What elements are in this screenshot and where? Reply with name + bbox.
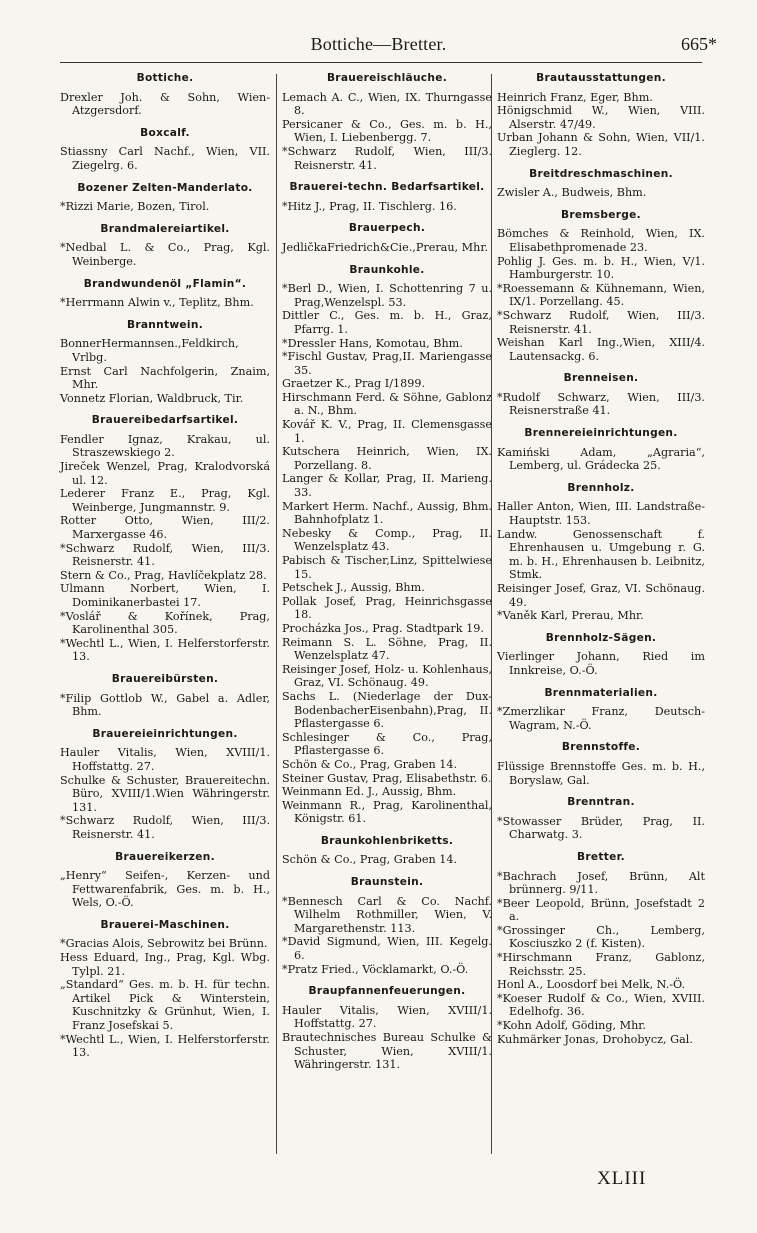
directory-section [497,796,705,842]
directory-section [60,223,270,269]
directory-entry: *Berl D., Wien, I. Schottenring 7 u. Prag,Wenzelspl. 53. [282,282,492,309]
directory-section [60,919,270,1060]
directory-entry: *Hirschmann Franz, Gablonz, Reichsstr. 25. [497,951,705,978]
directory-entry: *Beer Leopold, Brünn, Josefstadt 2 a. [497,896,705,924]
directory-section [497,209,705,364]
directory-section [60,673,270,719]
directory-entry: Jireček Wenzel, Prag, Kralodvorská ul. 12. [60,460,270,487]
section-heading: Braunstein. [350,876,424,889]
directory-section [282,985,492,1072]
section-heading: Braunkohlenbriketts. [320,834,454,847]
section-heading: Brauereibürsten. [111,672,219,685]
directory-entry: *Koeser Rudolf & Co., Wien, XVIII. Edelhofg. 36. [497,991,705,1019]
section-heading: Boxcalf. [140,126,190,139]
directory-section [282,222,492,254]
directory-entry: Weinmann R., Prag, Karolinenthal, Königstr. 61. [282,798,492,826]
directory-entry: Haller Anton, Wien, III. Landstraße-Hauptstr. 153. [497,500,705,528]
directory-entry: *Gracias Alois, Sebrowitz bei Brünn. [60,937,268,951]
section-heading: Brauerei-Maschinen. [100,918,230,931]
directory-entry: Pohlig J. Ges. m. b. H., Wien, V/1. Hamburgerstr. 10. [497,254,705,282]
directory-section [497,632,705,678]
directory-entry: *Schwarz Rudolf, Wien, III/3. Reisnerstr. 41. [60,814,270,841]
section-heading: Branntwein. [126,318,204,331]
directory-section [497,482,705,623]
directory-section [497,687,705,733]
directory-entry: *Schwarz Rudolf, Wien, III/3. Reisnerstr. 41. [497,308,705,336]
directory-entry: „Henry“ Seifen-, Kerzen- und Fettwarenfabrik, Ges. m. b. H., Wels, O.-Ö. [60,869,270,910]
section-heading: Brennholz. [567,481,635,494]
directory-section [497,168,705,200]
directory-entry: Fendler Ignaz, Krakau, ul. Straszewskiego 2. [60,432,270,460]
page-title: Bottiche—Bretter. [310,34,447,54]
directory-entry: Rotter Otto, Wien, III/2. Marxergasse 46. [60,514,270,542]
directory-entry: *Schwarz Rudolf, Wien, III/3. Reisnerstr. 41. [282,144,492,172]
directory-entry: *Wechtl L., Wien, I. Helferstorferstr. 13. [60,1032,270,1060]
directory-entry: Brautechnisches Bureau Schulke & Schuster, Wien, XVIII/1. Währingerstr. 131. [282,1031,492,1072]
directory-entry: Schön & Co., Prag, Graben 14. [282,757,458,771]
section-heading: Brandmalereiartikel. [100,222,230,235]
directory-entry: *Vaněk Karl, Prerau, Mhr. [497,609,644,623]
directory-entry: Honl A., Loosdorf bei Melk, N.-Ö. [497,978,686,992]
directory-entry: *Grossinger Ch., Lemberg, Kosciuszko 2 (f. Kisten). [497,923,705,951]
directory-entry: Hauler Vitalis, Wien, XVIII/1. Hoffstattg. 27. [282,1003,492,1031]
directory-entry: Ernst Carl Nachfolgerin, Znaim, Mhr. [60,364,270,392]
directory-entry: Flüssige Brennstoffe Ges. m. b. H., Boryslaw, Gal. [497,759,705,787]
section-heading: Brauereibedarfsartikel. [91,414,239,427]
directory-entry: *Herrmann Alwin v., Teplitz, Bhm. [60,296,254,310]
directory-section [497,72,705,159]
directory-entry: Langer & Kollar, Prag, II. Marieng. 33. [282,472,492,500]
section-heading: Brandwundenöl „Flamin“. [83,277,247,290]
section-heading: Brautausstattungen. [536,72,666,84]
directory-entry: Heinrich Franz, Eger, Bhm. [497,90,653,104]
directory-section [497,741,705,787]
directory-entry: Pabisch & Tischer,Linz, Spittelwiese 15. [282,554,492,581]
section-heading: Breitdreschmaschinen. [529,167,673,180]
directory-section [60,182,270,214]
section-heading: Brauerei-techn. Bedarfsartikel. [289,181,485,194]
directory-section [282,835,492,867]
directory-entry: *Rudolf Schwarz, Wien, III/3. Reisnerstraße 41. [497,390,705,418]
section-heading: Brennstoffe. [561,741,641,754]
directory-entry: *Schwarz Rudolf, Wien, III/3. Reisnerstr. 41. [60,541,270,569]
directory-entry: Weinmann Ed. J., Aussig, Bhm. [282,785,457,799]
directory-entry: *Hitz J., Prag, II. Tischlerg. 16. [282,199,457,213]
section-heading: Brenntran. [567,796,635,809]
section-heading: Bretter. [577,850,625,863]
directory-section [60,278,270,310]
directory-entry: Markert Herm. Nachf., Aussig, Bhm. Bahnhofplatz 1. [282,499,492,527]
page-number: 665* [681,34,717,54]
directory-entry: Hauler Vitalis, Wien, XVIII/1. Hoffstattg. 27. [60,746,270,773]
section-heading: Brennereieinrichtungen. [524,427,678,440]
directory-entry: Pollak Josef, Prag, Heinrichsgasse 18. [282,594,492,622]
directory-entry: Stern & Co., Prag, Havlíčekplatz 28. [60,568,267,582]
roman-page-numeral: XLIII [597,1168,647,1189]
section-heading: Brauereischläuche. [326,72,448,84]
directory-section [60,72,270,118]
directory-entry: Hess Eduard, Ing., Prag, Kgl. Wbg. Tylpl. 21. [60,951,270,978]
directory-entry: Lederer Franz E., Prag, Kgl. Weinberge, Jungmannstr. 9. [60,487,270,514]
directory-section [497,851,705,1046]
header-rule [60,62,702,63]
directory-section [282,264,492,826]
directory-entry: Schön & Co., Prag, Graben 14. [282,853,458,867]
directory-entry: Zwisler A., Budweis, Bhm. [497,186,647,200]
section-heading: Brennmaterialien. [544,686,658,699]
directory-entry: BonnerHermannsen.,Feldkirch, Vrlbg. [60,337,239,364]
directory-column-middle [282,72,492,1072]
directory-entry: Weishan Karl Ing.,Wien, XIII/4. Lautensackg. 6. [497,336,705,363]
directory-entry: Drexler Joh. & Sohn, Wien-Atzgersdorf. [60,90,270,118]
directory-entry: Vonnetz Florian, Waldbruck, Tir. [60,391,244,405]
directory-entry: Kovář K. V., Prag, II. Clemensgasse 1. [282,418,492,445]
directory-entry: Hönigschmid W., Wien, VIII. Alserstr. 47/49. [497,104,705,131]
directory-entry: *Bachrach Josef, Brünn, Alt brünnerg. 9/11. [497,869,705,897]
directory-entry: „Standard“ Ges. m. b. H. für techn. Artikel Pick & Winterstein, Kuschnitzky & Grünhut, Wien, I. Franz Josefskai 5. [60,978,270,1033]
directory-entry: Ulmann Norbert, Wien, I. Dominikanerbastei 17. [60,582,270,609]
directory-entry: *Rizzi Marie, Bozen, Tirol. [60,200,210,214]
directory-entry: JedličkaFriedrich&Cie.,Prerau, Mhr. [282,240,489,254]
column-divider [276,74,277,1154]
section-heading: Brennholz-Sägen. [545,631,657,644]
directory-section [282,181,492,213]
directory-section [282,72,492,172]
directory-entry: Bömches & Reinhold, Wien, IX. Elisabethpromenade 23. [497,227,705,254]
directory-entry: Kuhmärker Jonas, Drohobycz, Gal. [497,1032,693,1046]
directory-section [60,728,270,842]
directory-entry: Vierlinger Johann, Ried im Innkreise, O.-Ö. [497,650,705,677]
directory-section [497,427,705,473]
directory-entry: Reisinger Josef, Graz, VI. Schönaug. 49. [497,582,705,609]
directory-entry: Steiner Gustav, Prag, Elisabethstr. 6. [282,771,492,785]
section-heading: Braunkohle. [349,263,425,276]
directory-entry: *Kohn Adolf, Göding, Mhr. [497,1019,646,1033]
directory-entry: Reisinger Josef, Holz- u. Kohlenhaus, Graz, VI. Schönaug. 49. [282,662,492,690]
directory-section [60,851,270,910]
directory-column-right [497,72,705,1046]
section-heading: Bottiche. [136,72,194,84]
section-heading: Brauereikerzen. [115,850,215,863]
directory-entry: Kutschera Heinrich, Wien, IX. Porzellang. 8. [282,445,492,472]
directory-entry: Hirschmann Ferd. & Söhne, Gablonz a. N., Bhm. [282,390,492,418]
directory-entry: Graetzer K., Prag I/1899. [282,377,425,391]
directory-entry: *Zmerzlikar Franz, Deutsch-Wagram, N.-Ö. [497,705,705,732]
directory-entry: *David Sigmund, Wien, III. Kegelg. 6. [282,935,492,963]
directory-entry: Lemach A. C., Wien, IX. Thurngasse 8. [282,90,492,118]
directory-entry: *Stowasser Brüder, Prag, II. Charwatg. 3. [497,814,705,842]
directory-entry: *Wechtl L., Wien, I. Helferstorferstr. 13. [60,636,270,664]
directory-entry: *Nedbal L. & Co., Prag, Kgl. Weinberge. [60,241,270,268]
section-heading: Brenneisen. [563,372,639,385]
directory-entry: Procházka Jos., Prag. Stadtpark 19. [282,621,484,635]
directory-section [60,414,270,664]
directory-section [60,319,270,406]
directory-entry: Kamiński Adam, „Agraria“, Lemberg, ul. Grádecka 25. [497,445,705,473]
directory-entry: *Fischl Gustav, Prag,II. Mariengasse 35. [282,350,492,377]
section-heading: Braupfannenfeuerungen. [308,985,466,998]
section-heading: Bremsberge. [561,208,641,221]
directory-entry: Schulke & Schuster, Brauereitechn. Büro, XVIII/1.Wien Währingerstr. 131. [60,773,270,814]
directory-entry: Sachs L. (Niederlage der Dux-BodenbacherEisenbahn),Prag, II. Pflastergasse 6. [282,689,492,731]
section-heading: Brauereieinrichtungen. [92,727,238,740]
directory-entry: Dittler C., Ges. m. b. H., Graz, Pfarrg. 1. [282,309,492,336]
directory-column-left [60,72,270,1060]
directory-entry: *Voslář & Kořínek, Prag, Karolinenthal 305. [60,609,270,637]
directory-entry: Urban Johann & Sohn, Wien, VII/1. Zieglerg. 12. [497,131,705,158]
directory-entry: *Filip Gottlob W., Gabel a. Adler, Bhm. [60,691,270,719]
section-heading: Brauerpech. [348,222,426,235]
directory-entry: Reimann S. L. Söhne, Prag, II. Wenzelsplatz 47. [282,635,492,663]
directory-section [60,127,270,173]
directory-entry: Petschek J., Aussig, Bhm. [282,581,425,595]
directory-entry: Nebesky & Comp., Prag, II. Wenzelsplatz 43. [282,526,492,554]
directory-entry: *Pratz Fried., Vöcklamarkt, O.-Ö. [282,962,469,976]
directory-entry: Persicaner & Co., Ges. m. b. H., Wien, I. Liebenbergg. 7. [282,117,492,145]
directory-section [282,876,492,976]
directory-entry: *Dressler Hans, Komotau, Bhm. [282,336,463,350]
directory-entry: Landw. Genossenschaft f. Ehrenhausen u. Umgebung r. G. m. b. H., Ehrenhausen b. Leibnitz, Stmk. [497,527,705,582]
directory-entry: Stiassny Carl Nachf., Wien, VII. Ziegelrg. 6. [60,145,270,172]
directory-entry: *Bennesch Carl & Co. Nachf. Wilhelm Rothmiller, Wien, V. Margarethenstr. 113. [282,894,492,935]
directory-entry: Schlesinger & Co., Prag, Pflastergasse 6. [282,730,492,758]
directory-entry: *Roessemann & Kühnemann, Wien, IX/1. Porzellang. 45. [497,281,705,309]
directory-section [497,372,705,418]
section-heading: Bozener Zelten-Manderlato. [77,181,253,194]
